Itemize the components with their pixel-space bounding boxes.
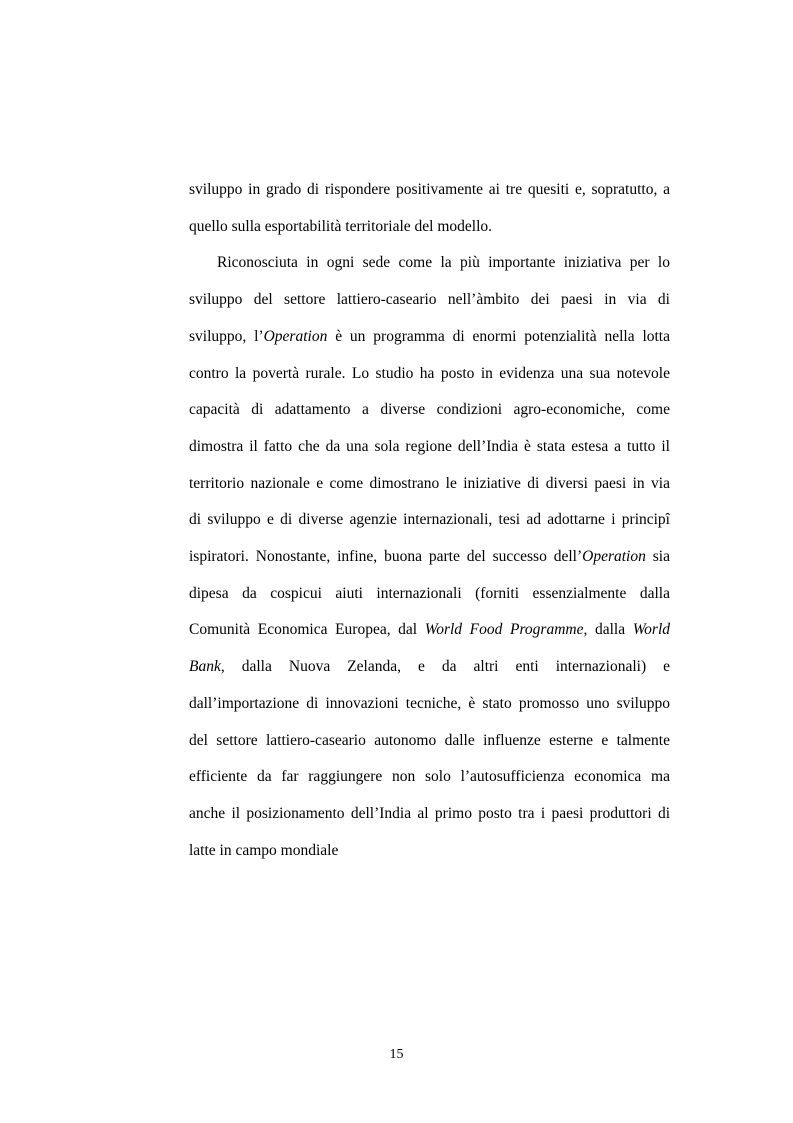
text-segment: , dalla Nuova Zelanda, e da altri enti internazionali) e	[220, 658, 670, 676]
text-line	[189, 547, 670, 567]
text-segment: sviluppo, l’	[189, 327, 264, 345]
text-line	[189, 584, 670, 604]
text-segment: dipesa da cospicui aiuti internazionali (forniti essenzialmente dalla	[189, 584, 670, 602]
text-segment: dall’importazione di innovazioni tecniche, è stato promosso uno sviluppo	[189, 694, 670, 712]
text-segment: contro la povertà rurale. Lo studio ha posto in evidenza una sua notevole	[189, 364, 670, 382]
text-line	[189, 694, 670, 714]
text-segment: sviluppo in grado di rispondere positivamente ai tre quesiti e, sopratutto, a	[189, 181, 670, 198]
text-line	[189, 510, 670, 530]
page-number: 15	[389, 1047, 404, 1062]
text-segment: ispiratori. Nonostante, infine, buona parte del successo dell’	[189, 548, 583, 565]
text-line	[189, 731, 670, 751]
text-line	[189, 290, 670, 310]
text-line	[189, 767, 670, 787]
text-segment: del settore lattiero-caseario autonomo dalle influenze esterne e talmente	[189, 731, 670, 749]
text-line	[189, 657, 670, 677]
text-segment: latte in campo mondiale	[189, 841, 339, 859]
text-segment: , dalla	[583, 621, 633, 639]
text-segment: è un programma di enormi potenzialità nella lotta	[327, 327, 670, 345]
italic-text: Operation	[263, 327, 328, 345]
text-segment: di sviluppo e di diverse agenzie internazionali, tesi ad adottarne i principî	[189, 511, 670, 529]
text-line	[189, 400, 670, 420]
text-line	[189, 327, 670, 347]
text-segment: sviluppo del settore lattiero-caseario nell’àmbito dei paesi in via di	[189, 291, 670, 309]
text-line	[189, 364, 670, 384]
italic-text: World Food Programme	[424, 621, 584, 639]
italic-text: Operation	[582, 548, 646, 565]
text-segment: territorio nazionale e come dimostrano le iniziative di diversi paesi in via	[189, 474, 670, 492]
text-segment: quello sulla esportabilità territoriale del modello.	[189, 217, 493, 235]
italic-text: World	[632, 621, 671, 639]
text-line	[189, 437, 670, 457]
text-segment: Riconosciuta in ogni sede come la più importante iniziativa per lo	[217, 254, 670, 272]
text-segment: efficiente da far raggiungere non solo l’autosufficienza economica ma	[189, 768, 670, 786]
text-segment: sia	[645, 548, 670, 565]
text-segment: capacità di adattamento a diverse condizioni agro-economiche, come	[189, 401, 670, 419]
text-segment: dimostra il fatto che da una sola regione dell’India è stata estesa a tutto il	[189, 437, 670, 455]
text-line	[189, 217, 670, 237]
text-segment: anche il posizionamento dell’India al primo posto tra i paesi produttori di	[189, 804, 670, 822]
text-line	[189, 620, 670, 640]
text-segment: Comunità Economica Europea, dal	[189, 621, 425, 639]
text-line	[189, 474, 670, 494]
text-line	[189, 804, 670, 824]
italic-text: Bank	[189, 658, 221, 676]
text-line	[189, 180, 670, 200]
text-line	[189, 841, 670, 861]
text-line	[217, 253, 670, 273]
